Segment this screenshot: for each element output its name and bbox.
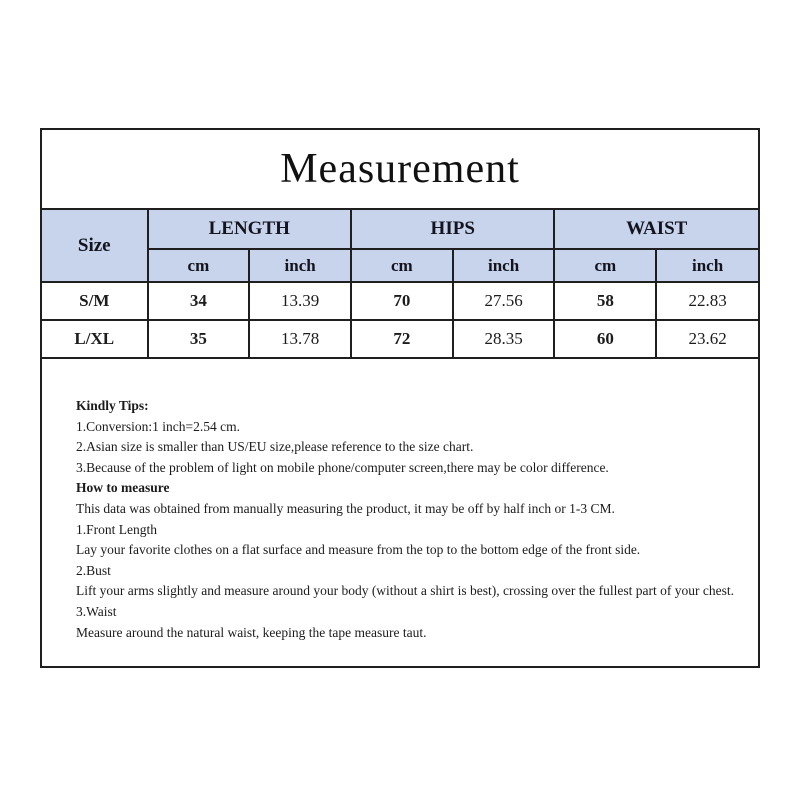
hips-group-header: HIPS: [351, 209, 554, 249]
how-to-measure-line: Lay your favorite clothes on a flat surface and measure from the top to the bottom edge of the front side.: [76, 542, 641, 558]
length-cm-header: cm: [148, 249, 250, 282]
waist-inch-header: inch: [656, 249, 758, 282]
waist-inch-value: 22.83: [656, 282, 758, 320]
length-inch-value: 13.78: [249, 320, 351, 358]
hips-inch-value: 27.56: [453, 282, 555, 320]
length-cm-value: 35: [148, 320, 250, 358]
waist-cm-value: 58: [554, 282, 656, 320]
kindly-tips-heading: Kindly Tips:: [76, 398, 149, 413]
hips-cm-header: cm: [351, 249, 453, 282]
size-column-header: Size: [42, 209, 148, 282]
row-size-label: L/XL: [42, 320, 148, 358]
length-inch-value: 13.39: [249, 282, 351, 320]
how-to-measure-line: Measure around the natural waist, keeping the tape measure taut.: [76, 624, 427, 640]
waist-cm-header: cm: [554, 249, 656, 282]
hips-cm-value: 70: [351, 282, 453, 320]
size-table: [42, 208, 758, 359]
measurement-chart-panel: [40, 128, 760, 668]
waist-cm-value: 60: [554, 320, 656, 358]
hips-inch-header: inch: [453, 249, 555, 282]
table-row: [42, 320, 758, 358]
waist-group-header: WAIST: [554, 209, 758, 249]
waist-inch-value: 23.62: [656, 320, 758, 358]
how-to-measure-heading: How to measure: [76, 480, 170, 496]
page-title: Measurement: [280, 146, 520, 192]
tip-line: 3.Because of the problem of light on mobile phone/computer screen,there may be color difference.: [76, 459, 609, 475]
length-cm-value: 34: [148, 282, 250, 320]
how-to-measure-line: 3.Waist: [76, 603, 117, 619]
length-group-header: LENGTH: [148, 209, 351, 249]
tip-line: 2.Asian size is smaller than US/EU size,please reference to the size chart.: [76, 439, 474, 455]
hips-inch-value: 28.35: [453, 320, 555, 358]
length-inch-header: inch: [249, 249, 351, 282]
chart-title-area: [42, 130, 758, 208]
how-to-measure-line: Lift your arms slightly and measure around your body (without a shirt is best), crossing over the fullest part of your chest.: [76, 583, 734, 599]
how-to-measure-line: 2.Bust: [76, 562, 111, 578]
notes-section: [42, 359, 758, 643]
hips-cm-value: 72: [351, 320, 453, 358]
row-size-label: S/M: [42, 282, 148, 320]
how-to-measure-line: This data was obtained from manually measuring the product, it may be off by half inch or 1-3 CM.: [76, 500, 615, 516]
table-row: [42, 282, 758, 320]
tip-line: 1.Conversion:1 inch=2.54 cm.: [76, 418, 240, 434]
how-to-measure-line: 1.Front Length: [76, 521, 157, 537]
